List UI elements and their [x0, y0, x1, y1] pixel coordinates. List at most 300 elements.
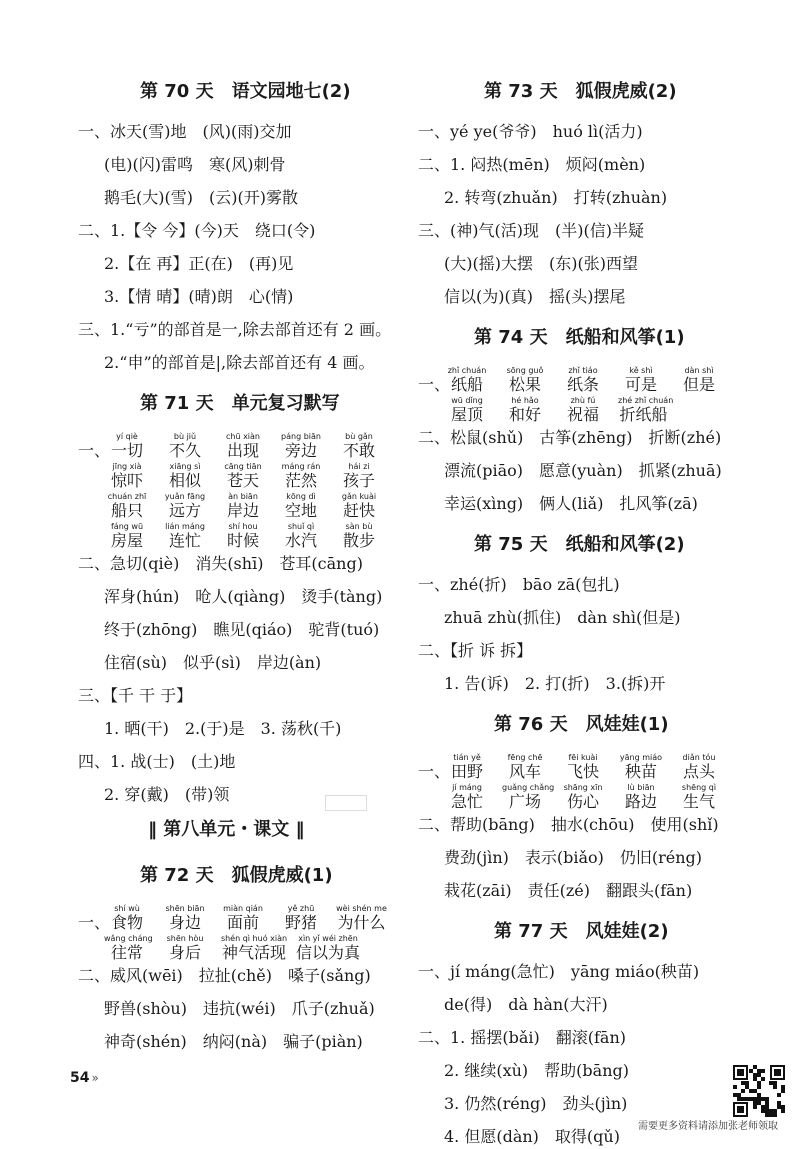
answer-line — [418, 120, 643, 144]
answer-line — [78, 618, 379, 642]
answer-text: 二、帮助(bāng) 抽水(chōu) 使用(shǐ) — [418, 815, 719, 834]
answer-line — [418, 573, 620, 597]
pinyin-text: shāng xīn — [563, 783, 603, 792]
hanzi-text: 孩子 — [342, 471, 375, 490]
pinyin-text: jīng xià — [112, 462, 142, 471]
answer-text: 二、急切(qiè) 消失(shī) 苍耳(cāng) — [78, 554, 363, 573]
pinyin-word — [444, 366, 490, 395]
pinyin-word — [162, 522, 208, 551]
answer-text: 一、jí máng(急忙) yāng miáo(秧苗) — [418, 962, 700, 981]
qr-module — [777, 1101, 781, 1105]
page-number-text: 54 — [70, 1070, 90, 1086]
pinyin-text: fēi kuài — [568, 753, 598, 762]
answer-text: 2.“申”的部首是|,除去部首还有 4 画。 — [104, 353, 375, 372]
pinyin-text: máng rán — [281, 462, 321, 471]
hanzi-text: 田野 — [450, 762, 483, 781]
faint-stamp-mark — [325, 795, 367, 811]
answer-text: 一、冰天(雪)地 (风)(雨)交加 — [78, 122, 292, 141]
qr-module — [773, 1085, 777, 1089]
pinyin-text: fēng chē — [507, 753, 543, 762]
answer-text: 终于(zhōng) 瞧见(qiáo) 驼背(tuó) — [104, 620, 380, 639]
answer-text: 栽花(zāi) 责任(zé) 翻跟头(fān) — [444, 881, 693, 900]
pinyin-text: chuán zhī — [107, 492, 147, 501]
pinyin-text: àn biān — [228, 492, 258, 501]
pinyin-text: diǎn tóu — [682, 753, 716, 762]
pinyin-word — [560, 753, 606, 782]
qr-module — [769, 1081, 773, 1085]
pinyin-word — [444, 753, 490, 782]
pinyin-text: guǎng chǎng — [502, 783, 555, 792]
qr-module — [753, 1101, 757, 1105]
answer-line — [78, 186, 298, 210]
hanzi-text: 水汽 — [284, 531, 317, 550]
hanzi-text: 出现 — [226, 441, 259, 460]
pinyin-word — [294, 934, 362, 963]
answer-line — [78, 585, 382, 609]
row-prefix — [78, 462, 104, 471]
answer-line — [418, 879, 692, 903]
day-heading: 第 74 天 纸船和风筝(1) — [474, 327, 685, 348]
answer-line — [418, 1092, 627, 1116]
answer-text: 二、【折 诉 拆】 — [418, 641, 533, 660]
pinyin-word — [162, 934, 208, 963]
pinyin-text: shí wù — [114, 904, 140, 913]
answer-text: 2. 穿(戴) (带)领 — [104, 785, 230, 804]
pinyin-word — [220, 934, 288, 963]
answer-line — [418, 813, 719, 837]
hanzi-text: 茫然 — [284, 471, 317, 490]
pinyin-word — [676, 366, 722, 395]
pinyin-text: kě shì — [629, 366, 653, 375]
answer-line — [418, 1026, 626, 1050]
answer-line — [418, 993, 608, 1017]
hanzi-text: 船只 — [110, 501, 143, 520]
hanzi-text: 不久 — [168, 441, 201, 460]
qr-module — [745, 1085, 749, 1089]
answer-line — [418, 186, 667, 210]
row-prefix — [78, 432, 111, 461]
pinyin-text: bù gǎn — [345, 432, 373, 441]
day-heading: 第 76 天 风娃娃(1) — [494, 714, 669, 735]
pinyin-word — [502, 783, 555, 812]
row-prefix — [418, 753, 451, 782]
pinyin-text: sōng guǒ — [506, 366, 544, 375]
pinyin-word — [618, 753, 664, 782]
row-prefix — [418, 783, 444, 792]
pinyin-text: cāng tiān — [224, 462, 262, 471]
row-prefix-text: 一、 — [78, 913, 111, 932]
pinyin-word — [278, 462, 324, 491]
hanzi-text: 远方 — [168, 501, 201, 520]
qr-module — [757, 1085, 761, 1089]
row-prefix-text: 一、 — [418, 762, 451, 781]
hanzi-text: 往常 — [110, 943, 143, 962]
hanzi-text: 风车 — [508, 762, 541, 781]
day-heading: 第 77 天 风娃娃(2) — [494, 921, 669, 942]
day-heading: 第 71 天 单元复习默写 — [140, 393, 340, 414]
answer-text: 四、1. 战(士) (土)地 — [78, 752, 236, 771]
pinyin-word — [502, 366, 548, 395]
day-heading: 第 75 天 纸船和风筝(2) — [474, 534, 685, 555]
pinyin-text: shēn hòu — [166, 934, 204, 943]
row-prefix — [78, 522, 104, 531]
qr-module — [753, 1097, 757, 1101]
pinyin-text: hé hǎo — [511, 396, 539, 405]
pinyin-word — [278, 522, 324, 551]
pinyin-word-row — [78, 492, 394, 521]
hanzi-text: 野猪 — [284, 913, 317, 932]
qr-module — [741, 1081, 745, 1085]
answer-line — [78, 997, 375, 1021]
answer-text: 3. 仍然(réng) 劲头(jìn) — [444, 1094, 628, 1113]
answer-line — [78, 783, 229, 807]
answer-line — [78, 684, 192, 708]
answer-line — [78, 219, 315, 243]
pinyin-word-row — [418, 753, 734, 782]
pinyin-word — [278, 492, 324, 521]
qr-module — [777, 1105, 781, 1109]
hanzi-text: 路边 — [624, 792, 657, 811]
answer-text: 住宿(sù) 似乎(sì) 岸边(àn) — [104, 653, 322, 672]
answer-text: 二、1. 摇摆(bǎi) 翻滚(fān) — [418, 1028, 626, 1047]
qr-module — [757, 1081, 761, 1085]
answer-text: 幸运(xìng) 俩人(liǎ) 扎风筝(zā) — [444, 494, 698, 513]
answer-line — [78, 285, 293, 309]
pinyin-word — [502, 396, 548, 425]
answer-line — [78, 964, 371, 988]
answer-text: 二、1.【令 今】(今)天 绕口(令) — [78, 221, 316, 240]
hanzi-text: 食物 — [110, 913, 143, 932]
hanzi-text: 广场 — [508, 792, 541, 811]
answer-line — [418, 606, 680, 630]
hanzi-text: 纸条 — [566, 375, 599, 394]
pinyin-word — [444, 783, 490, 812]
row-prefix-text: 一、 — [78, 441, 111, 460]
answer-line — [78, 318, 391, 342]
qr-module — [781, 1085, 785, 1089]
pinyin-word-row — [78, 934, 368, 963]
qr-module — [753, 1073, 757, 1077]
qr-finder-core — [737, 1106, 744, 1113]
hanzi-text: 生气 — [682, 792, 715, 811]
day-heading: 第 70 天 语文园地七(2) — [140, 81, 351, 102]
qr-module — [761, 1097, 765, 1101]
pinyin-word — [104, 904, 150, 933]
answer-text: (电)(闪)雷鸣 寒(风)刺骨 — [104, 155, 286, 174]
answer-line — [78, 252, 293, 276]
qr-module — [753, 1089, 757, 1093]
answer-line — [78, 717, 341, 741]
hanzi-text: 身后 — [168, 943, 201, 962]
pinyin-word — [336, 492, 382, 521]
qr-module — [737, 1093, 741, 1097]
qr-module — [765, 1101, 769, 1105]
row-prefix — [78, 492, 104, 501]
qr-module — [733, 1093, 737, 1097]
qr-module — [757, 1097, 761, 1101]
qr-module — [765, 1105, 769, 1109]
hanzi-text: 一切 — [110, 441, 143, 460]
pinyin-word — [278, 904, 324, 933]
pinyin-text: dàn shì — [684, 366, 714, 375]
qr-code-icon — [733, 1065, 785, 1117]
qr-module — [741, 1097, 745, 1101]
hanzi-text: 秧苗 — [624, 762, 657, 781]
hanzi-text: 不敢 — [342, 441, 375, 460]
hanzi-text: 旁边 — [284, 441, 317, 460]
answer-text: 1. 晒(干) 2.(于)是 3. 荡秋(千) — [104, 719, 342, 738]
pinyin-text: wǎng cháng — [104, 934, 153, 943]
pinyin-word-row — [78, 432, 394, 461]
qr-module — [769, 1109, 773, 1113]
answer-text: 漂流(piāo) 愿意(yuàn) 抓紧(zhuā) — [444, 461, 722, 480]
answer-line — [418, 1125, 620, 1149]
answer-line — [78, 120, 291, 144]
qr-module — [741, 1089, 745, 1093]
pinyin-word — [676, 753, 722, 782]
qr-module — [781, 1109, 785, 1113]
pinyin-text: shuǐ qì — [287, 522, 315, 531]
pinyin-text: lù biān — [627, 783, 655, 792]
pinyin-word — [618, 396, 674, 425]
pinyin-word — [618, 366, 664, 395]
pinyin-word — [104, 522, 150, 551]
pinyin-text: shén qì huó xiàn — [220, 934, 288, 943]
pinyin-word — [104, 492, 150, 521]
qr-module — [761, 1077, 765, 1081]
hanzi-text: 点头 — [682, 762, 715, 781]
row-prefix — [418, 396, 444, 405]
pinyin-word — [162, 432, 208, 461]
pinyin-text: shí hou — [228, 522, 258, 531]
row-prefix-text: 一、 — [418, 375, 451, 394]
hanzi-text: 松果 — [508, 375, 541, 394]
qr-module — [749, 1089, 753, 1093]
qr-module — [753, 1077, 757, 1081]
pinyin-text: xìn yǐ wéi zhēn — [298, 934, 358, 943]
qr-module — [757, 1069, 761, 1073]
qr-module — [733, 1085, 737, 1089]
hanzi-text: 为什么 — [337, 913, 386, 932]
pinyin-word — [162, 904, 208, 933]
qr-module — [765, 1097, 769, 1101]
answer-text: 二、威风(wēi) 拉扯(chě) 嗓子(sǎng) — [78, 966, 371, 985]
answer-text: 野兽(shòu) 违抗(wéi) 爪子(zhuǎ) — [104, 999, 375, 1018]
pinyin-text: wū dǐng — [451, 396, 483, 405]
pinyin-text: yě zhū — [287, 904, 315, 913]
hanzi-text: 苍天 — [226, 471, 259, 490]
answer-line — [418, 153, 645, 177]
qr-module — [753, 1105, 757, 1109]
pinyin-word — [162, 492, 208, 521]
pinyin-text: fáng wū — [110, 522, 144, 531]
hanzi-text: 可是 — [624, 375, 657, 394]
qr-module — [749, 1069, 753, 1073]
qr-module — [737, 1097, 741, 1101]
answer-line — [78, 153, 285, 177]
pinyin-word — [104, 462, 150, 491]
answer-text: 信以(为)(真) 摇(头)摆尾 — [444, 287, 626, 306]
pinyin-word — [162, 462, 208, 491]
pinyin-text: wèi shén me — [336, 904, 387, 913]
row-prefix — [78, 904, 111, 933]
qr-module — [761, 1109, 765, 1113]
pinyin-word — [560, 366, 606, 395]
qr-module — [757, 1093, 761, 1097]
pinyin-text: shēn biān — [165, 904, 205, 913]
hanzi-text: 信以为真 — [295, 943, 360, 962]
hanzi-text: 但是 — [682, 375, 715, 394]
pinyin-text: xiāng sì — [169, 462, 201, 471]
hanzi-text: 纸船 — [450, 375, 483, 394]
hanzi-text: 伤心 — [566, 792, 599, 811]
hanzi-text: 飞快 — [566, 762, 599, 781]
hanzi-text: 惊吓 — [110, 471, 143, 490]
answer-text: 神奇(shén) 纳闷(nà) 骗子(piàn) — [104, 1032, 363, 1051]
pinyin-word-row — [418, 783, 734, 812]
answer-line — [78, 552, 363, 576]
answer-text: 4. 但愿(dàn) 取得(qǔ) — [444, 1127, 620, 1146]
pinyin-word — [444, 396, 490, 425]
pinyin-word — [336, 432, 382, 461]
hanzi-text: 相似 — [168, 471, 201, 490]
pinyin-word — [278, 432, 324, 461]
answer-text: 二、松鼠(shǔ) 古筝(zhēng) 折断(zhé) — [418, 428, 722, 447]
unit-title: ‖ 第八单元・课文 ‖ — [148, 819, 305, 840]
hanzi-text: 身边 — [168, 913, 201, 932]
qr-module — [745, 1097, 749, 1101]
answer-line — [418, 285, 625, 309]
pinyin-word — [220, 904, 266, 933]
pinyin-word — [336, 904, 387, 933]
footer-note: 需要更多资料请添加张老师领取 — [638, 1121, 778, 1132]
hanzi-text: 岸边 — [226, 501, 259, 520]
pinyin-word — [560, 783, 606, 812]
hanzi-text: 时候 — [226, 531, 259, 550]
answer-text: 费劲(jìn) 表示(biǎo) 仍旧(réng) — [444, 848, 703, 867]
qr-module — [761, 1105, 765, 1109]
pinyin-word — [676, 783, 722, 812]
answer-line — [78, 651, 321, 675]
answer-line — [418, 639, 532, 663]
pinyin-text: tián yě — [453, 753, 481, 762]
pinyin-word-row — [418, 396, 675, 425]
hanzi-text: 神气活现 — [221, 943, 286, 962]
pinyin-word — [220, 432, 266, 461]
hanzi-text: 祝福 — [566, 405, 599, 424]
hanzi-text: 折纸船 — [619, 405, 668, 424]
hanzi-text: 屋顶 — [450, 405, 483, 424]
answer-text: zhuā zhù(抓住) dàn shì(但是) — [444, 608, 681, 627]
pinyin-text: miàn qián — [223, 904, 263, 913]
qr-module — [765, 1109, 769, 1113]
answer-text: 浑身(hún) 呛人(qiàng) 烫手(tàng) — [104, 587, 383, 606]
row-prefix — [78, 934, 104, 943]
pinyin-text: zhù fú — [570, 396, 596, 405]
pinyin-text: zhǐ tiáo — [568, 366, 598, 375]
answer-line — [78, 750, 235, 774]
pinyin-word-row — [78, 904, 393, 933]
answer-text: 三、1.“亏”的部首是一,除去部首还有 2 画。 — [78, 320, 392, 339]
pinyin-text: páng biān — [281, 432, 321, 441]
qr-finder-core — [737, 1069, 744, 1076]
hanzi-text: 和好 — [508, 405, 541, 424]
answer-text: 二、1. 闷热(mēn) 烦闷(mèn) — [418, 155, 646, 174]
answer-line — [418, 426, 721, 450]
answer-text: de(得) dà hàn(大汗) — [444, 995, 608, 1014]
answer-line — [418, 252, 638, 276]
pinyin-word — [220, 462, 266, 491]
answer-text: (大)(摇)大摆 (东)(张)西望 — [444, 254, 638, 273]
qr-module — [773, 1081, 777, 1085]
day-heading: 第 73 天 狐假虎威(2) — [484, 81, 677, 102]
qr-module — [749, 1097, 753, 1101]
answer-text: 三、【千 干 于】 — [78, 686, 193, 705]
hanzi-text: 急忙 — [450, 792, 483, 811]
pinyin-text: zhǐ chuán — [447, 366, 487, 375]
pinyin-text: yuǎn fāng — [164, 492, 206, 501]
pinyin-word-row — [78, 462, 394, 491]
pinyin-text: kōng dì — [286, 492, 316, 501]
pinyin-word — [104, 432, 150, 461]
pinyin-text: chū xiàn — [225, 432, 260, 441]
pinyin-word — [502, 753, 548, 782]
qr-module — [781, 1089, 785, 1093]
answer-line — [418, 492, 698, 516]
qr-module — [781, 1105, 785, 1109]
answer-line — [78, 351, 374, 375]
answer-text: 2.【在 再】正(在) (再)见 — [104, 254, 294, 273]
pinyin-word — [220, 492, 266, 521]
page-number — [70, 1070, 99, 1086]
hanzi-text: 空地 — [284, 501, 317, 520]
pinyin-text: gǎn kuài — [341, 492, 377, 501]
qr-module — [761, 1069, 765, 1073]
pinyin-text: yí qiè — [116, 432, 138, 441]
hanzi-text: 连忙 — [168, 531, 201, 550]
pinyin-text: zhé zhǐ chuán — [618, 396, 674, 405]
pinyin-word — [336, 522, 382, 551]
hanzi-text: 赶快 — [342, 501, 375, 520]
qr-module — [777, 1093, 781, 1097]
row-prefix — [418, 366, 451, 395]
pinyin-text: hái zi — [348, 462, 370, 471]
answer-line — [418, 960, 699, 984]
answer-line — [418, 459, 722, 483]
answer-text: 一、zhé(折) bāo zā(包扎) — [418, 575, 620, 594]
hanzi-text: 面前 — [226, 913, 259, 932]
pinyin-word-row — [78, 522, 394, 551]
answer-line — [418, 219, 644, 243]
pinyin-text: lián máng — [165, 522, 205, 531]
pinyin-word — [104, 934, 153, 963]
pinyin-text: shēng qì — [681, 783, 717, 792]
hanzi-text: 房屋 — [110, 531, 143, 550]
qr-finder-core — [774, 1069, 781, 1076]
hanzi-text: 散步 — [342, 531, 375, 550]
answer-line — [418, 1059, 629, 1083]
qr-module — [757, 1101, 761, 1105]
answer-text: 一、yé ye(爷爷) huó lì(活力) — [418, 122, 643, 141]
pinyin-word — [336, 462, 382, 491]
pinyin-word — [560, 396, 606, 425]
qr-module — [753, 1065, 757, 1069]
answer-text: 1. 告(诉) 2. 打(折) 3.(拆)开 — [444, 674, 666, 693]
pinyin-word — [618, 783, 664, 812]
answer-text: 三、(神)气(活)现 (半)(信)半疑 — [418, 221, 644, 240]
answer-line — [418, 846, 702, 870]
pinyin-text: jí máng — [452, 783, 482, 792]
